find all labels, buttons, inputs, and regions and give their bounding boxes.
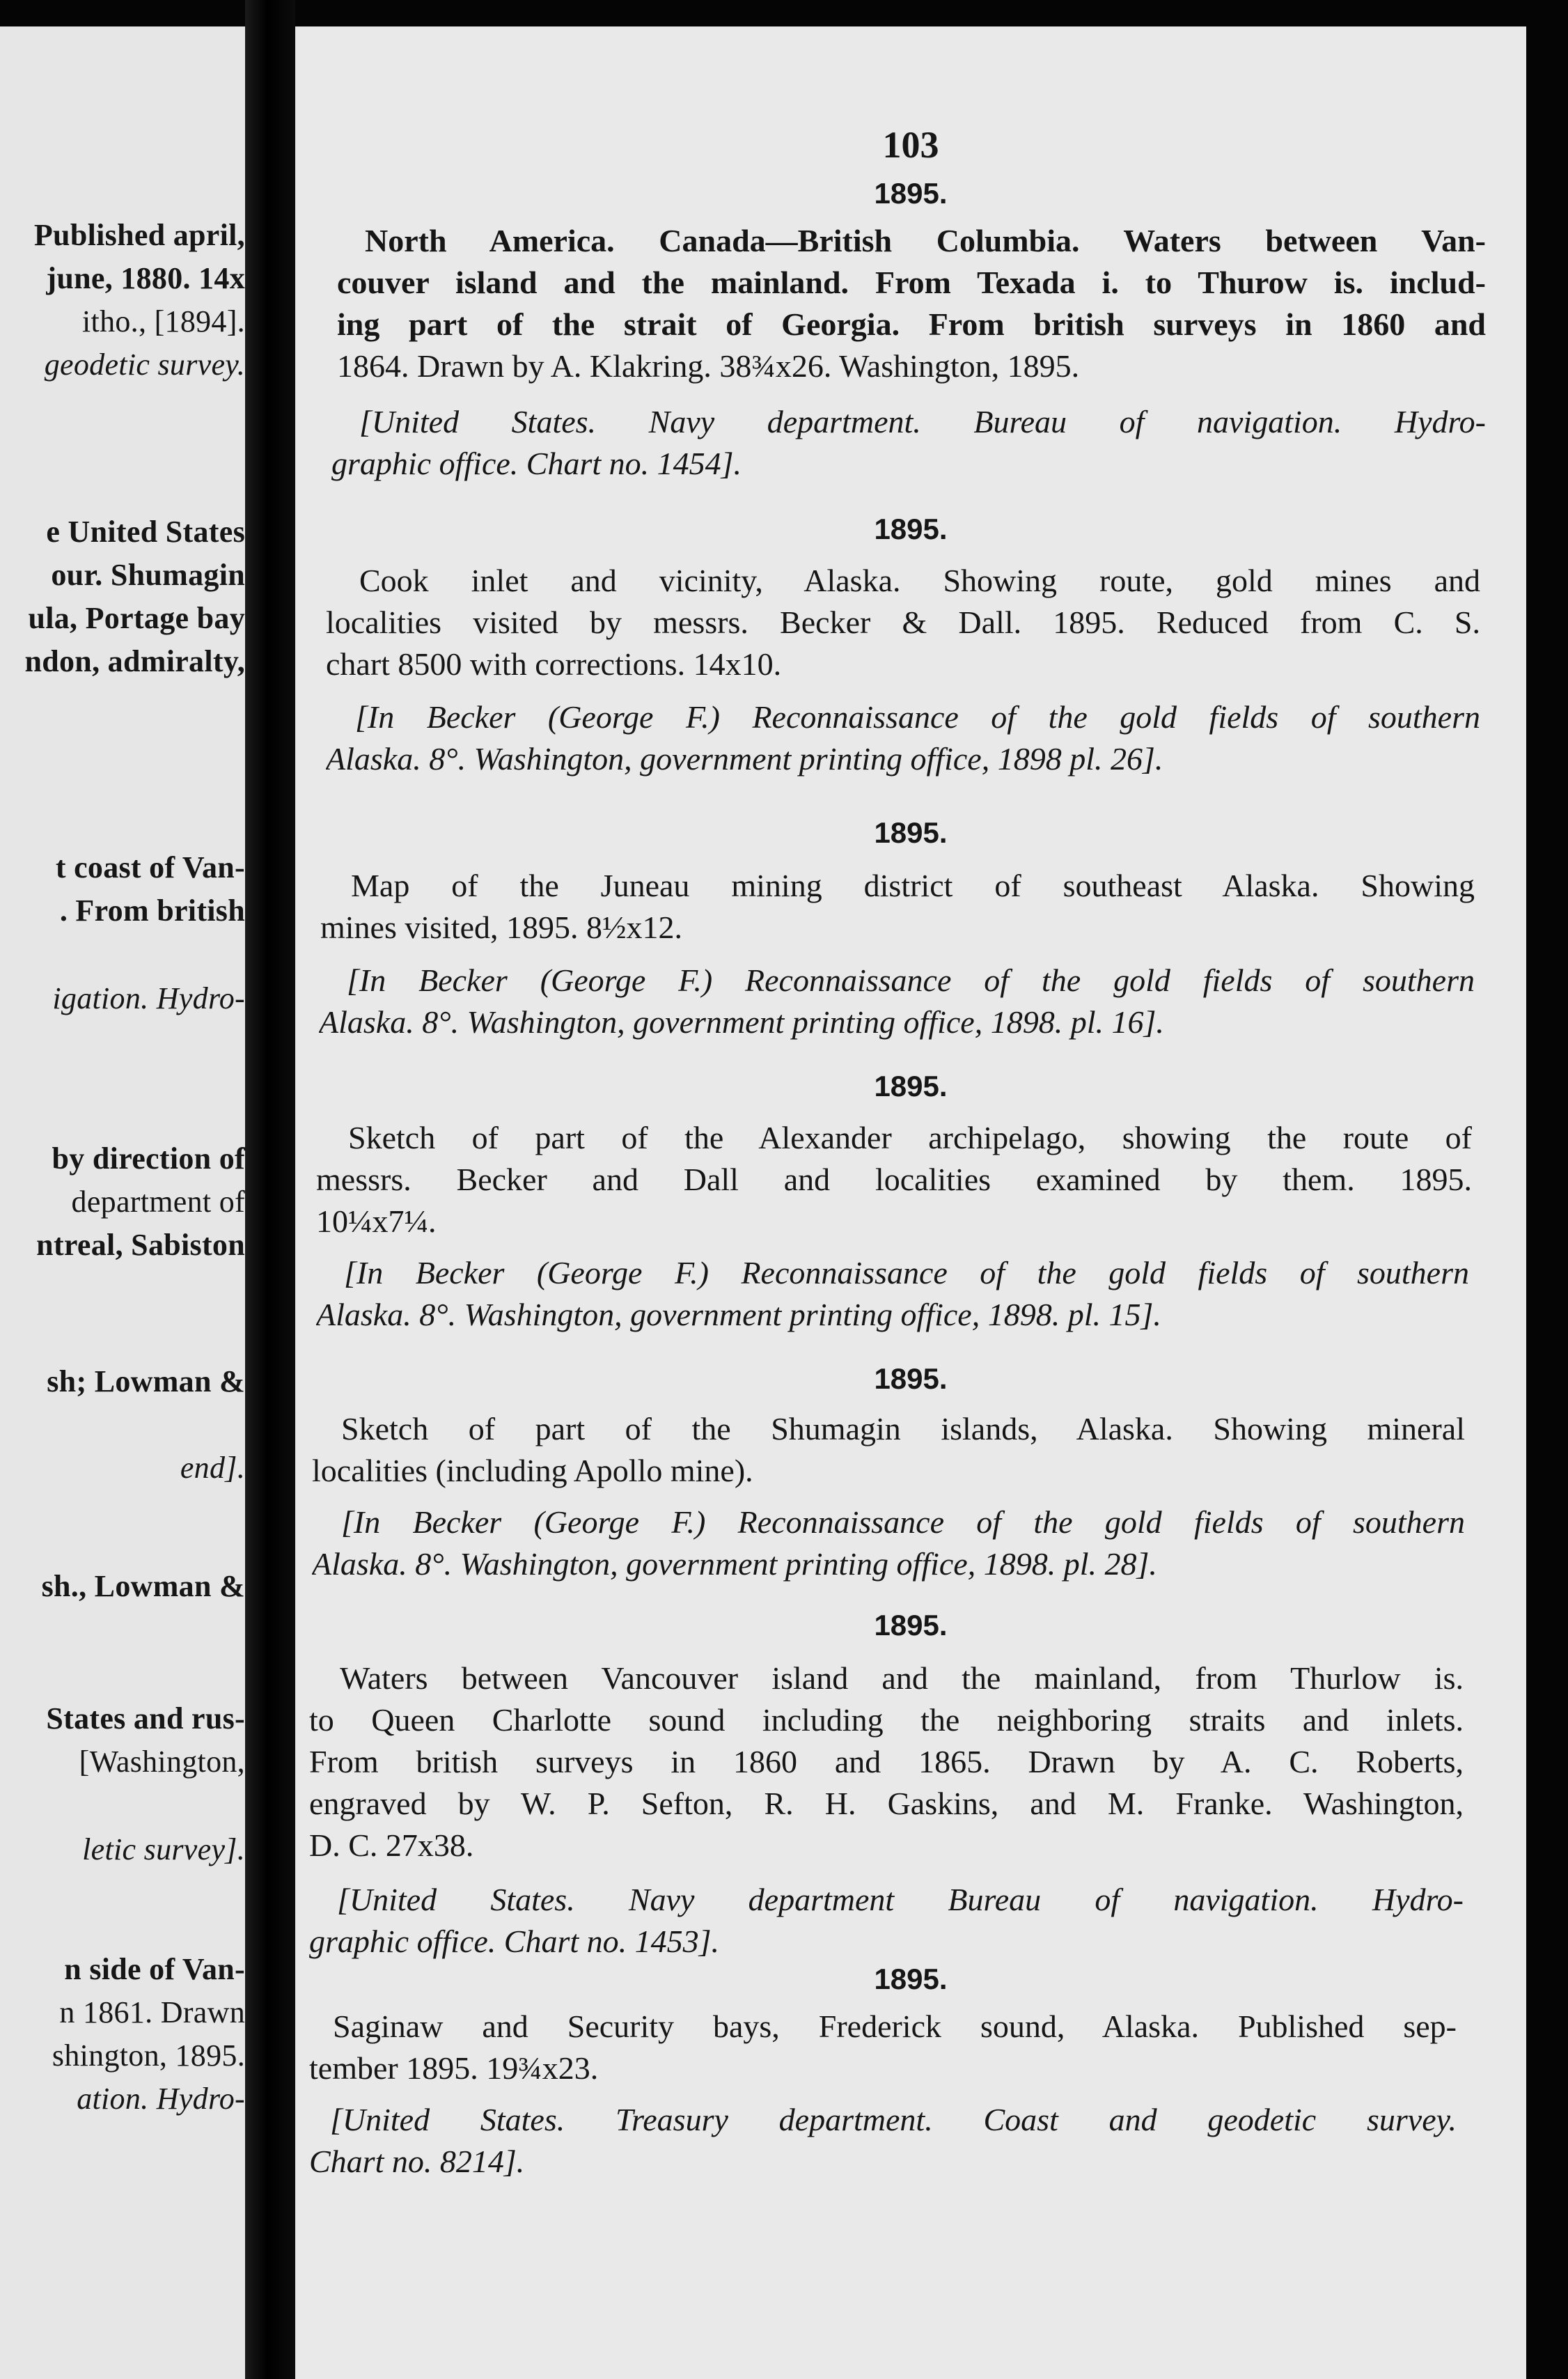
entry-text-line: From british surveys in 1860 and 1865. Drawn by A. C. Roberts, — [309, 1744, 1464, 1779]
left-page-line: ula, Portage bay — [28, 601, 245, 635]
entry-text-line: Map of the Juneau mining district of southeast Alaska. Showing — [351, 868, 1475, 903]
left-page-line: our. Shumagin — [51, 558, 245, 592]
entry-year-heading: 1895. — [874, 177, 948, 210]
left-page-line: n 1861. Drawn — [59, 1995, 245, 2029]
left-page-line: States and rus- — [46, 1701, 245, 1736]
entry-year-heading: 1895. — [874, 816, 948, 849]
left-page-line: ndon, admiralty, — [24, 644, 245, 678]
entry-year-heading: 1895. — [874, 1362, 948, 1395]
entry-year-heading: 1895. — [874, 513, 948, 545]
entry-text-line: 10¼x7¼. — [316, 1203, 437, 1239]
entry-text-line: North America. Canada—British Columbia. Waters between Van- — [365, 223, 1486, 258]
entry-text-line: [United States. Navy department. Bureau of navigation. Hydro- — [359, 404, 1486, 439]
entry-year-heading: 1895. — [874, 1609, 948, 1641]
right-page — [295, 26, 1526, 2379]
entry-text-line: [United States. Treasury department. Coast and geodetic survey. — [330, 2102, 1457, 2137]
entry-text-line: engraved by W. P. Sefton, R. H. Gaskins, and M. Franke. Washington, — [309, 1786, 1464, 1821]
entry-text-line: couver island and the mainland. From Texada i. to Thurow is. includ- — [337, 265, 1486, 300]
entry-text-line: tember 1895. 19¾x23. — [309, 2050, 599, 2086]
entry-text-line: D. C. 27x38. — [309, 1827, 474, 1863]
left-page-line: . From british — [59, 894, 245, 928]
entry-text-line: Cook inlet and vicinity, Alaska. Showing route, gold mines and — [359, 563, 1480, 598]
page-number: 103 — [882, 124, 939, 166]
entry-text-line: graphic office. Chart no. 1453]. — [309, 1924, 720, 1959]
book-gutter — [245, 0, 295, 2379]
entry-text-line: localities (including Apollo mine). — [312, 1453, 753, 1488]
left-page-line: department of — [71, 1185, 245, 1219]
left-page-line: by direction of — [52, 1141, 245, 1176]
left-page-line: june, 1880. 14x — [46, 261, 245, 295]
entry-year-heading: 1895. — [874, 1070, 948, 1102]
left-page-line: Published april, — [33, 218, 245, 252]
entry-year-heading: 1895. — [874, 1963, 948, 1995]
left-page-fragment — [0, 26, 245, 2379]
left-page-line: t coast of Van- — [55, 850, 245, 884]
entry-text-line: ing part of the strait of Georgia. From british surveys in 1860 and — [337, 306, 1486, 342]
left-page-line: e United States — [46, 515, 245, 549]
entry-text-line: Alaska. 8°. Washington, government printing office, 1898. pl. 16]. — [319, 1004, 1164, 1040]
entry-text-line: 1864. Drawn by A. Klakring. 38¾x26. Washington, 1895. — [337, 348, 1080, 384]
left-page-line: ntreal, Sabiston — [36, 1228, 245, 1262]
entry-text-line: Alaska. 8°. Washington, government printing office, 1898. pl. 28]. — [312, 1546, 1157, 1582]
entry-text-line: mines visited, 1895. 8½x12. — [320, 910, 683, 945]
left-page-line: sh; Lowman & — [47, 1364, 245, 1398]
entry-text-line: Saginaw and Security bays, Frederick sound, Alaska. Published sep- — [333, 2008, 1457, 2044]
entry-text-line: messrs. Becker and Dall and localities examined by them. 1895. — [316, 1162, 1472, 1197]
entry-text-line: to Queen Charlotte sound including the neighboring straits and inlets. — [309, 1702, 1464, 1738]
entry-text-line: Sketch of part of the Alexander archipelago, showing the route of — [348, 1120, 1472, 1155]
left-page-line: igation. Hydro- — [52, 981, 245, 1015]
entry-text-line: [In Becker (George F.) Reconnaissance of the gold fields of southern — [355, 699, 1480, 735]
entry-text-line: Waters between Vancouver island and the mainland, from Thurlow is. — [340, 1660, 1464, 1696]
left-page-line: letic survey]. — [82, 1832, 245, 1866]
entry-text-line: Alaska. 8°. Washington, government printing office, 1898 pl. 26]. — [326, 741, 1163, 777]
entry-text-line: [In Becker (George F.) Reconnaissance of the gold fields of southern — [347, 962, 1475, 998]
left-page-line: itho., [1894]. — [82, 304, 245, 338]
left-page-line: end]. — [180, 1451, 245, 1485]
entry-text-line: [In Becker (George F.) Reconnaissance of the gold fields of southern — [344, 1255, 1469, 1290]
left-page-line: shington, 1895. — [52, 2038, 245, 2073]
entry-text-line: Sketch of part of the Shumagin islands, Alaska. Showing mineral — [341, 1411, 1465, 1446]
left-page-line: n side of Van- — [64, 1952, 245, 1986]
left-page-line: sh., Lowman & — [41, 1569, 245, 1603]
entry-text-line: [In Becker (George F.) Reconnaissance of the gold fields of southern — [341, 1504, 1465, 1540]
left-page-line: ation. Hydro- — [77, 2082, 245, 2116]
left-page-line: geodetic survey. — [44, 348, 245, 382]
entry-text-line: chart 8500 with corrections. 14x10. — [326, 646, 782, 682]
entry-text-line: graphic office. Chart no. 1454]. — [331, 446, 742, 481]
entry-text-line: Alaska. 8°. Washington, government printing office, 1898. pl. 15]. — [316, 1297, 1161, 1332]
entry-text-line: localities visited by messrs. Becker & Dall. 1895. Reduced from C. S. — [326, 604, 1480, 640]
entry-text-line: Chart no. 8214]. — [309, 2144, 525, 2179]
left-page-line: [Washington, — [79, 1745, 245, 1779]
entry-text-line: [United States. Navy department Bureau of navigation. Hydro- — [337, 1882, 1464, 1917]
